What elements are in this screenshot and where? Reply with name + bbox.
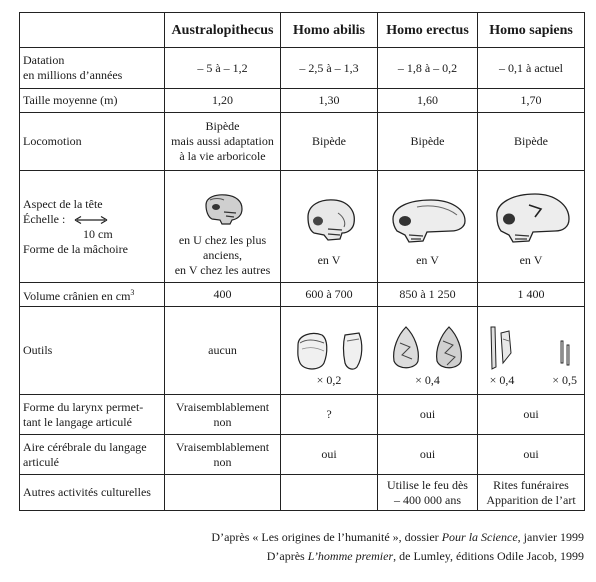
needle-tools-icon (555, 323, 575, 373)
cell-line: à la vie arboricole (179, 149, 266, 163)
cell-line: Bipède (205, 119, 240, 133)
cell-line: Vraisemblablement (175, 439, 270, 454)
cell-outils-australopithecus: aucun (165, 307, 281, 395)
cell-autres-australopithecus (165, 475, 281, 511)
cell-tete-homo-sapiens (478, 171, 585, 283)
credit-line-2 (211, 547, 584, 566)
cell-tete-homo-erectus (378, 171, 478, 283)
cell-line: anciens, (203, 248, 242, 262)
header-homo-sapiens: Homo sapiens (478, 13, 585, 48)
row-tete (20, 171, 585, 283)
row-label-locomotion: Locomotion (20, 113, 165, 171)
row-datation (20, 48, 585, 89)
cell-line: Utilise le feu dès (387, 477, 468, 492)
cell-aire-homo-sapiens: oui (478, 435, 585, 475)
cell-outils-homo-erectus (378, 307, 478, 395)
tool-item (552, 323, 577, 388)
row-label-outils: Outils (20, 307, 165, 395)
cell-volume-homo-erectus: 850 à 1 250 (378, 283, 478, 307)
row-label-tete (20, 171, 165, 283)
header-row (20, 13, 585, 48)
cell-line: Apparition de l’art (486, 492, 576, 507)
header-homo-abilis: Homo abilis (281, 13, 378, 48)
cell-line: en V (317, 253, 341, 267)
label-line: Volume crânien en cm (23, 289, 131, 303)
cell-taille-homo-erectus: 1,60 (378, 89, 478, 113)
label-line: articulé (23, 454, 59, 469)
cell-datation-homo-erectus: – 1,8 à – 0,2 (378, 48, 478, 89)
homo-erectus-skull-icon (387, 195, 469, 247)
cell-line: Vraisemblablement (175, 399, 270, 414)
row-autres (20, 475, 585, 511)
cell-aire-homo-abilis: oui (281, 435, 378, 475)
cell-volume-homo-sapiens: 1 400 (478, 283, 585, 307)
cell-locomotion-australopithecus (165, 113, 281, 171)
cell-line: en U chez les plus (178, 233, 267, 247)
cell-taille-australopithecus: 1,20 (165, 89, 281, 113)
credit-line-1 (211, 528, 584, 547)
cell-locomotion-homo-erectus: Bipède (378, 113, 478, 171)
pebble-tool-icon (294, 329, 330, 373)
label-line: Aspect de la tête (23, 196, 103, 211)
cell-locomotion-homo-sapiens: Bipède (478, 113, 585, 171)
row-label-datation (20, 48, 165, 89)
corner-cell (20, 13, 165, 48)
cell-larynx-homo-sapiens: oui (478, 395, 585, 435)
row-label-volume (20, 283, 165, 307)
homo-abilis-skull-icon (298, 195, 360, 247)
cell-outils-homo-sapiens (478, 307, 585, 395)
label-superscript: 3 (130, 288, 135, 297)
cell-datation-homo-abilis: – 2,5 à – 1,3 (281, 48, 378, 89)
cell-taille-homo-abilis: 1,30 (281, 89, 378, 113)
credit-text: , de Lumley, éditions Odile Jacob, 1999 (393, 549, 584, 563)
cell-line: en V chez les autres (174, 263, 271, 277)
row-label-aire (20, 435, 165, 475)
row-larynx (20, 395, 585, 435)
row-label-autres: Autres activités culturelles (20, 475, 165, 511)
cell-autres-homo-erectus (378, 475, 478, 511)
credit-title: L’homme premier (307, 549, 394, 563)
biface-tool-icon (431, 325, 465, 373)
cell-autres-homo-abilis (281, 475, 378, 511)
label-line: tant le langage articulé (23, 414, 132, 429)
credit-title: Pour la Science (441, 530, 518, 544)
scale-label: × 0,4 (489, 373, 515, 387)
row-locomotion (20, 113, 585, 171)
australopithecus-skull-icon (200, 191, 246, 227)
credit-text: D’après (266, 549, 308, 563)
cell-larynx-homo-abilis: ? (281, 395, 378, 435)
row-outils (20, 307, 585, 395)
cell-line: Rites funéraires (493, 477, 569, 492)
tool-figures (284, 329, 374, 373)
chopper-tool-icon (341, 329, 365, 373)
comparison-table (19, 12, 585, 511)
row-label-larynx (20, 395, 165, 435)
cell-line: en V (519, 253, 543, 267)
label-line: Forme du larynx permet- (23, 399, 144, 414)
cell-larynx-homo-erectus: oui (378, 395, 478, 435)
homo-sapiens-skull-icon (489, 191, 573, 247)
header-homo-erectus: Homo erectus (378, 13, 478, 48)
cell-line: en V (416, 253, 439, 267)
cell-datation-homo-sapiens: – 0,1 à actuel (478, 48, 585, 89)
row-volume (20, 283, 585, 307)
cell-autres-homo-sapiens (478, 475, 585, 511)
scale-label: × 0,4 (415, 373, 440, 387)
credit-text: D’après « Les origines de l’humanité », dossier (211, 530, 442, 544)
cell-outils-homo-abilis (281, 307, 378, 395)
label-line: Forme de la mâchoire (23, 241, 128, 256)
credit-text: , janvier 1999 (517, 530, 584, 544)
cell-datation-australopithecus: – 5 à – 1,2 (165, 48, 281, 89)
source-credits (211, 528, 584, 566)
label-line: Datation (23, 53, 65, 67)
cell-line: non (213, 454, 232, 469)
cell-larynx-australopithecus (165, 395, 281, 435)
row-label-taille: Taille moyenne (m) (20, 89, 165, 113)
cell-line: mais aussi adaptation (171, 134, 274, 148)
cell-volume-australopithecus: 400 (165, 283, 281, 307)
label-line: en millions d’années (23, 68, 123, 82)
row-aire (20, 435, 585, 475)
handaxe-tool-icon (390, 325, 422, 373)
cell-locomotion-homo-abilis: Bipède (281, 113, 378, 171)
row-taille (20, 89, 585, 113)
blade-tools-icon (485, 323, 519, 373)
label-line: Échelle : (23, 211, 66, 226)
tool-figures (381, 325, 474, 373)
cell-taille-homo-sapiens: 1,70 (478, 89, 585, 113)
cell-aire-australopithecus (165, 435, 281, 475)
scale-arrow-icon (74, 215, 108, 225)
label-line: Aire cérébrale du langage (23, 439, 147, 454)
header-australopithecus: Australopithecus (165, 13, 281, 48)
scale-label: × 0,5 (552, 373, 577, 387)
cell-line: non (213, 414, 232, 429)
cell-aire-homo-erectus: oui (378, 435, 478, 475)
tool-figures (481, 323, 581, 388)
cell-tete-homo-abilis (281, 171, 378, 283)
label-line: 10 cm (83, 226, 113, 241)
cell-line: – 400 000 ans (394, 492, 461, 507)
tool-item (485, 323, 519, 388)
cell-volume-homo-abilis: 600 à 700 (281, 283, 378, 307)
scale-label: × 0,2 (316, 373, 342, 387)
cell-tete-australopithecus (165, 171, 281, 283)
